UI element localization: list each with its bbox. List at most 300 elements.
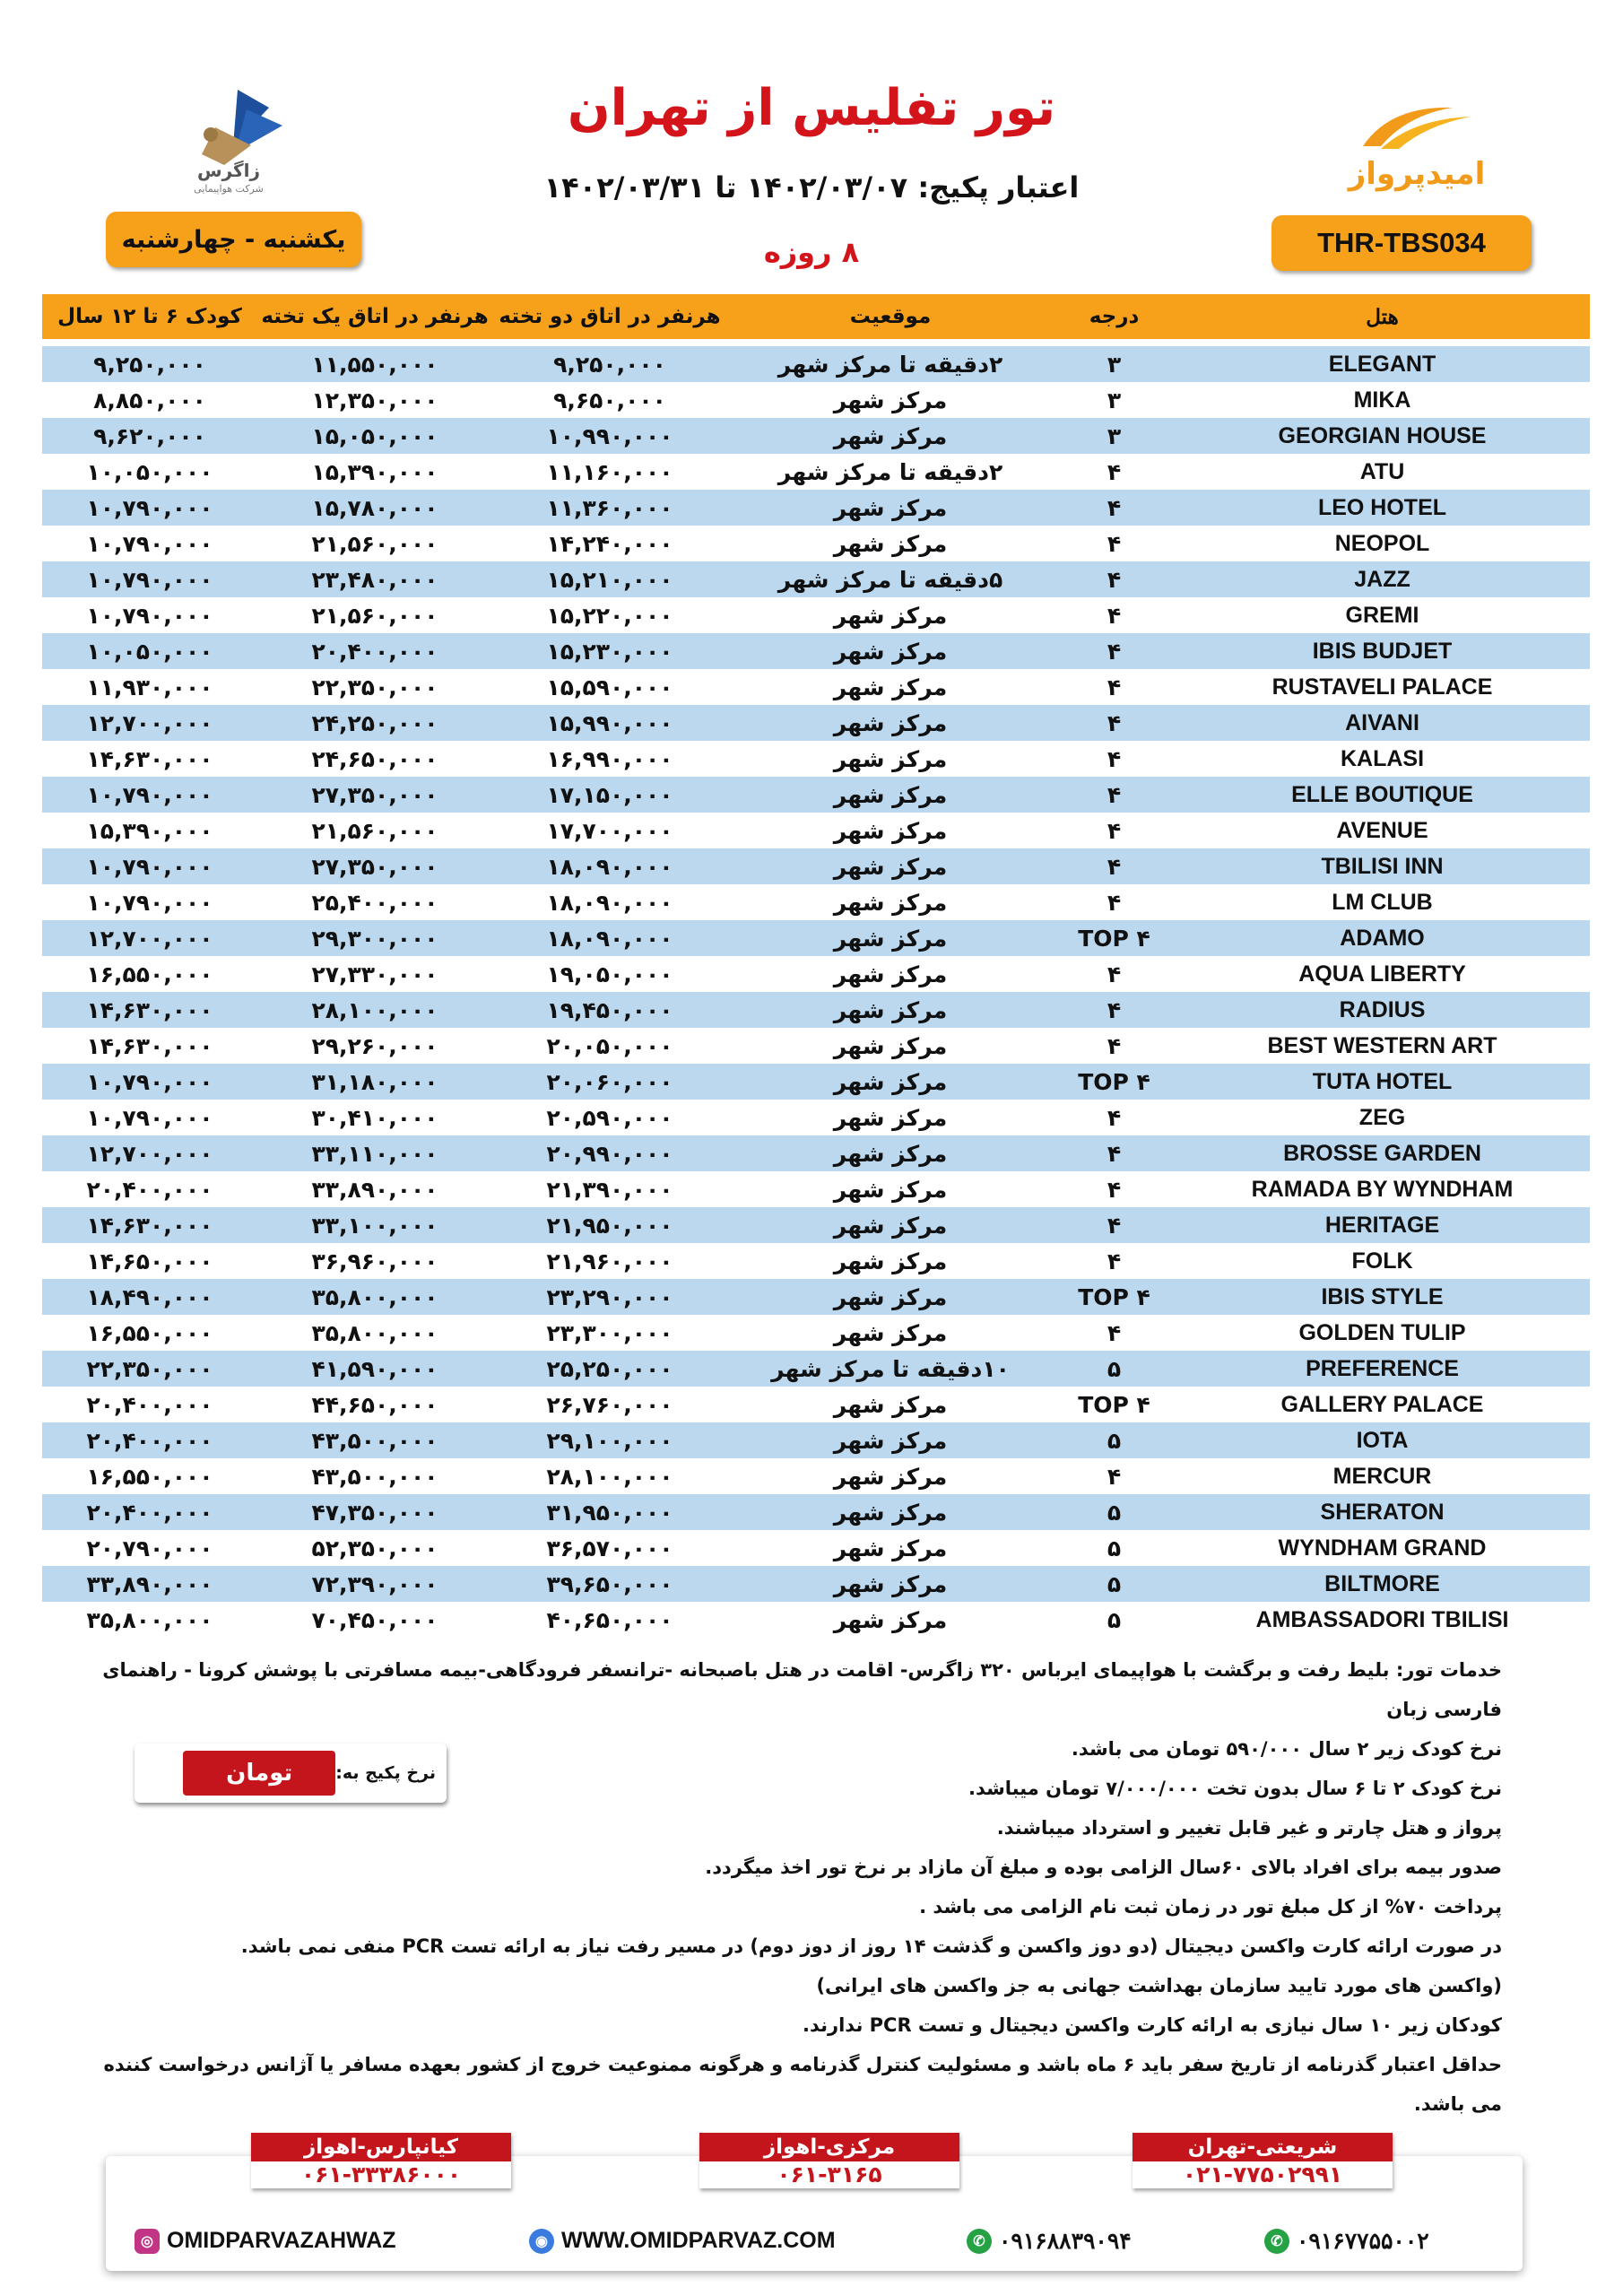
hotel-location: مرکز شهر [833, 387, 948, 413]
note-line: در صورت ارائه کارت واکسن دیجیتال (دو دوز واکسن و گذشت ۱۴ روز از دوز دوم) در مسیر رفت نیاز به ارائه تست PCR منفی نمی باشد. [240, 1935, 1502, 1957]
price-child: ۱۴,۶۳۰,۰۰۰ [86, 996, 213, 1023]
price-single: ۲۱,۵۶۰,۰۰۰ [311, 817, 438, 844]
price-single: ۱۵,۰۵۰,۰۰۰ [311, 422, 438, 449]
price-single: ۲۱,۵۶۰,۰۰۰ [311, 530, 438, 557]
website-url: WWW.OMIDPARVAZ.COM [561, 2228, 836, 2253]
price-single: ۲۱,۵۶۰,۰۰۰ [311, 602, 438, 629]
price-double: ۱۰,۹۹۰,۰۰۰ [546, 422, 673, 449]
price-single: ۳۳,۱۱۰,۰۰۰ [311, 1140, 438, 1167]
whatsapp-icon: ✆ [967, 2229, 992, 2254]
hotel-name: RUSTAVELI PALACE [1271, 674, 1493, 700]
price-child: ۱۰,۷۹۰,۰۰۰ [86, 566, 213, 593]
branch-ahvaz-kianpars-name: کیانپارس-اهواز [304, 2135, 458, 2159]
price-child: ۱۴,۶۳۰,۰۰۰ [86, 1032, 213, 1059]
tour-duration: ۸ روزه [763, 235, 860, 269]
hotel-location: مرکز شهر [833, 1104, 948, 1131]
price-single: ۲۹,۲۶۰,۰۰۰ [311, 1032, 438, 1059]
table-row [42, 633, 1590, 669]
hotel-name: GOLDEN TULIP [1298, 1319, 1466, 1345]
price-single: ۲۷,۳۵۰,۰۰۰ [311, 853, 438, 880]
hotel-grade: ۴ [1107, 638, 1122, 665]
hotel-grade: ۴ [1107, 1319, 1122, 1346]
hotel-location: ۱۰دقیقه تا مرکز شهر [771, 1355, 1010, 1382]
hotel-location: مرکز شهر [833, 1391, 948, 1418]
hotel-name: GALLERY PALACE [1280, 1391, 1484, 1417]
note-line: نرخ کودک ۲ تا ۶ سال بدون تخت ۷/۰۰۰/۰۰۰ تومان میباشد. [968, 1778, 1502, 1799]
hotel-grade: ۴ [1107, 996, 1122, 1023]
price-single: ۲۷,۳۳۰,۰۰۰ [311, 961, 438, 987]
hotel-location: مرکز شهر [833, 1606, 948, 1633]
price-child: ۲۰,۴۰۰,۰۰۰ [86, 1391, 213, 1418]
note-line: پرداخت ۷۰% از کل مبلغ تور در زمان ثبت نام الزامی می باشد . [919, 1896, 1502, 1918]
hotel-location: مرکز شهر [833, 602, 948, 629]
price-table-body [42, 346, 1590, 1638]
price-double: ۹,۲۵۰,۰۰۰ [553, 351, 666, 378]
hotel-grade: ۳ [1107, 351, 1122, 378]
hotel-location: مرکز شهر [833, 1570, 948, 1597]
hotel-name: IBIS BUDJET [1312, 638, 1453, 664]
table-row [42, 1207, 1590, 1243]
hotel-location: مرکز شهر [833, 1140, 948, 1167]
price-double: ۲۹,۱۰۰,۰۰۰ [546, 1427, 673, 1454]
table-row [42, 490, 1590, 526]
price-child: ۲۰,۴۰۰,۰۰۰ [86, 1176, 213, 1203]
header-location: موقعیت [849, 305, 932, 328]
price-double: ۱۸,۰۹۰,۰۰۰ [546, 889, 673, 916]
hotel-name: HERITAGE [1324, 1212, 1440, 1238]
header-double-room: هرنفر در اتاق دو تخته [499, 305, 721, 328]
instagram-handle: OMIDPARVAZAHWAZ [167, 2228, 396, 2253]
hotel-location: مرکز شهر [833, 1427, 948, 1454]
price-child: ۱۰,۷۹۰,۰۰۰ [86, 1104, 213, 1131]
hotel-name: BILTMORE [1324, 1570, 1440, 1596]
table-row [42, 1458, 1590, 1494]
hotel-location: مرکز شهر [833, 745, 948, 772]
price-child: ۱۶,۵۵۰,۰۰۰ [86, 961, 213, 987]
price-double: ۲۸,۱۰۰,۰۰۰ [546, 1463, 673, 1490]
hotel-name: MIKA [1353, 387, 1411, 413]
hotel-name: GEORGIAN HOUSE [1278, 422, 1487, 448]
branch-ahvaz-kianpars [251, 2133, 511, 2188]
price-single: ۳۶,۹۶۰,۰۰۰ [311, 1248, 438, 1274]
table-row [42, 884, 1590, 920]
hotel-grade: ۴ [1107, 1176, 1122, 1203]
note-line: حداقل اعتبار گذرنامه از تاریخ سفر باید ۶ ماه باشد و مسئولیت کنترل گذرنامه و هرگونه ممنوعیت خروج از کشور بعهده مسافر یا آژانس درخواست کننده می باشد. [103, 2054, 1502, 2115]
price-double: ۱۱,۳۶۰,۰۰۰ [546, 494, 673, 521]
price-child: ۱۲,۷۰۰,۰۰۰ [86, 1140, 213, 1167]
hotel-name: RAMADA BY WYNDHAM [1251, 1176, 1514, 1202]
price-child: ۱۴,۶۳۰,۰۰۰ [86, 1212, 213, 1239]
price-child: ۱۰,۷۹۰,۰۰۰ [86, 494, 213, 521]
price-child: ۱۸,۴۹۰,۰۰۰ [86, 1283, 213, 1310]
price-badge-label: نرخ پکیج به: [335, 1763, 436, 1783]
hotel-location: مرکز شهر [833, 925, 948, 952]
hotel-grade: ۵ [1107, 1427, 1122, 1454]
hotel-grade: ۴ [1107, 458, 1122, 485]
price-double: ۲۰,۰۶۰,۰۰۰ [546, 1068, 673, 1095]
table-row [42, 1602, 1590, 1638]
page-title: تور تفلیس از تهران [567, 79, 1056, 137]
hotel-name: ADAMO [1340, 925, 1425, 951]
hotel-location: ۵دقیقه تا مرکز شهر [777, 566, 1003, 593]
table-row [42, 1387, 1590, 1422]
price-single: ۴۳,۵۰۰,۰۰۰ [311, 1463, 438, 1490]
note-line: (واکسن های مورد تایید سازمان بهداشت جهانی به جز واکسن های ایرانی) [816, 1975, 1502, 1996]
price-single: ۴۱,۵۹۰,۰۰۰ [311, 1355, 438, 1382]
price-double: ۱۵,۹۹۰,۰۰۰ [546, 709, 673, 736]
price-double: ۲۵,۲۵۰,۰۰۰ [546, 1355, 673, 1382]
table-row [42, 705, 1590, 741]
hotel-grade: ۵ [1107, 1535, 1122, 1561]
price-child: ۱۱,۹۳۰,۰۰۰ [86, 674, 213, 700]
hotel-location: مرکز شهر [833, 996, 948, 1023]
table-row [42, 1243, 1590, 1279]
price-double: ۲۱,۳۹۰,۰۰۰ [546, 1176, 673, 1203]
price-double: ۱۶,۹۹۰,۰۰۰ [546, 745, 673, 772]
hotel-location: مرکز شهر [833, 1068, 948, 1095]
hotel-grade: ۴ [1107, 817, 1122, 844]
omid-parvaz-logo-text: امیدپرواز [1348, 156, 1486, 192]
table-row [42, 561, 1590, 597]
hotel-location: مرکز شهر [833, 853, 948, 880]
hotel-location: مرکز شهر [833, 1212, 948, 1239]
hotel-location: ۲دقیقه تا مرکز شهر [777, 351, 1003, 378]
table-row [42, 741, 1590, 777]
hotel-grade: ۴ [1107, 709, 1122, 736]
price-double: ۱۹,۴۵۰,۰۰۰ [546, 996, 673, 1023]
price-single: ۲۰,۴۰۰,۰۰۰ [311, 638, 438, 665]
price-double: ۱۵,۲۱۰,۰۰۰ [546, 566, 673, 593]
price-double: ۲۰,۹۹۰,۰۰۰ [546, 1140, 673, 1167]
table-row [42, 1566, 1590, 1602]
price-child: ۲۰,۴۰۰,۰۰۰ [86, 1499, 213, 1526]
header-single-room: هرنفر در اتاق یک تخته [261, 305, 489, 328]
price-double: ۳۱,۹۵۰,۰۰۰ [546, 1499, 673, 1526]
hotel-name: AMBASSADORI TBILISI [1255, 1606, 1509, 1632]
hotel-name: NEOPOL [1334, 530, 1430, 556]
hotel-location: مرکز شهر [833, 638, 948, 665]
hotel-name: IBIS STYLE [1321, 1283, 1444, 1309]
price-child: ۹,۲۵۰,۰۰۰ [93, 351, 206, 378]
hotel-name: LM CLUB [1332, 889, 1433, 915]
price-single: ۲۵,۴۰۰,۰۰۰ [311, 889, 438, 916]
hotel-grade: ۴ TOP [1078, 1283, 1150, 1310]
whatsapp-contact-2[interactable] [967, 2228, 1132, 2255]
hotel-name: TUTA HOTEL [1312, 1068, 1453, 1094]
price-double: ۲۰,۵۹۰,۰۰۰ [546, 1104, 673, 1131]
hotel-name: AVENUE [1336, 817, 1428, 843]
price-double: ۱۸,۰۹۰,۰۰۰ [546, 925, 673, 952]
note-line: خدمات تور: بلیط رفت و برگشت با هواپیمای ایرباس ۳۲۰ زاگرس- اقامت در هتل باصبحانه -ترانسفر فرودگاهی-بیمه مسافرتی با پوشش کرونا - راهنمای فارسی زبان [102, 1659, 1502, 1720]
price-single: ۲۴,۲۵۰,۰۰۰ [311, 709, 438, 736]
table-row [42, 346, 1590, 382]
price-single: ۴۴,۶۵۰,۰۰۰ [311, 1391, 438, 1418]
hotel-location: مرکز شهر [833, 889, 948, 916]
price-single: ۳۳,۸۹۰,۰۰۰ [311, 1176, 438, 1203]
hotel-grade: ۴ [1107, 530, 1122, 557]
price-double: ۳۹,۶۵۰,۰۰۰ [546, 1570, 673, 1597]
hotel-grade: ۵ [1107, 1355, 1122, 1382]
table-row [42, 418, 1590, 454]
price-child: ۱۰,۷۹۰,۰۰۰ [86, 602, 213, 629]
note-line: کودکان زیر ۱۰ سال نیازی به ارائه کارت واکسن دیجیتال و تست PCR ندارند. [803, 2014, 1502, 2036]
price-single: ۲۹,۳۰۰,۰۰۰ [311, 925, 438, 952]
table-row [42, 526, 1590, 561]
hotel-grade: ۴ TOP [1078, 1068, 1150, 1095]
hotel-name: BEST WESTERN ART [1267, 1032, 1497, 1058]
table-row [42, 1530, 1590, 1566]
note-line: صدور بیمه برای افراد بالای ۶۰سال الزامی بوده و مبلغ آن مازاد بر نرخ تور اخذ میگردد. [705, 1857, 1502, 1878]
table-row [42, 920, 1590, 956]
price-single: ۳۵,۸۰۰,۰۰۰ [311, 1283, 438, 1310]
hotel-name: ELEGANT [1328, 351, 1436, 377]
hotel-grade: ۴ [1107, 961, 1122, 987]
price-table-header [42, 294, 1590, 339]
price-single: ۱۵,۳۹۰,۰۰۰ [311, 458, 438, 485]
price-double: ۱۷,۷۰۰,۰۰۰ [546, 817, 673, 844]
website-link[interactable] [529, 2228, 836, 2254]
branch-ahvaz-kianpars-phone: ۰۶۱-۳۳۳۸۶۰۰۰ [251, 2161, 511, 2188]
table-row [42, 454, 1590, 490]
price-child: ۱۴,۶۵۰,۰۰۰ [86, 1248, 213, 1274]
price-double: ۱۵,۵۹۰,۰۰۰ [546, 674, 673, 700]
price-child: ۱۶,۵۵۰,۰۰۰ [86, 1319, 213, 1346]
price-double: ۳۶,۵۷۰,۰۰۰ [546, 1535, 673, 1561]
price-child: ۲۰,۴۰۰,۰۰۰ [86, 1427, 213, 1454]
header-hotel: هتل [1366, 304, 1399, 328]
price-double: ۱۵,۲۳۰,۰۰۰ [546, 638, 673, 665]
hotel-name: PREFERENCE [1306, 1355, 1459, 1381]
table-row [42, 1279, 1590, 1315]
hotel-grade: ۴ [1107, 602, 1122, 629]
hotel-name: ELLE BOUTIQUE [1291, 781, 1473, 807]
zagros-logo-text: زاگرس [196, 160, 261, 181]
hotel-location: مرکز شهر [833, 494, 948, 521]
tour-code-badge: THR-TBS034 [1271, 215, 1532, 271]
departure-days-badge: یکشنبه - چهارشنبه [106, 212, 361, 267]
hotel-grade: ۳ [1107, 422, 1122, 449]
price-single: ۷۲,۳۹۰,۰۰۰ [311, 1570, 438, 1597]
globe-icon: ◉ [529, 2229, 554, 2254]
instagram-icon: ◎ [135, 2229, 160, 2254]
price-single: ۲۳,۴۸۰,۰۰۰ [311, 566, 438, 593]
price-child: ۱۰,۰۵۰,۰۰۰ [86, 458, 213, 485]
table-row [42, 1422, 1590, 1458]
table-row [42, 777, 1590, 813]
price-child: ۲۲,۳۵۰,۰۰۰ [86, 1355, 213, 1382]
price-double: ۲۶,۷۶۰,۰۰۰ [546, 1391, 673, 1418]
table-row [42, 1351, 1590, 1387]
price-double: ۱۸,۰۹۰,۰۰۰ [546, 853, 673, 880]
hotel-grade: ۳ [1107, 387, 1122, 413]
price-child: ۱۰,۷۹۰,۰۰۰ [86, 853, 213, 880]
hotel-grade: ۵ [1107, 1499, 1122, 1526]
price-single: ۳۳,۱۰۰,۰۰۰ [311, 1212, 438, 1239]
price-child: ۱۰,۷۹۰,۰۰۰ [86, 889, 213, 916]
hotel-name: ZEG [1358, 1104, 1406, 1130]
hotel-location: مرکز شهر [833, 674, 948, 700]
hotel-grade: ۴ TOP [1078, 1391, 1150, 1418]
hotel-location: مرکز شهر [833, 530, 948, 557]
table-row [42, 669, 1590, 705]
price-child: ۱۲,۷۰۰,۰۰۰ [86, 709, 213, 736]
hotel-location: مرکز شهر [833, 1319, 948, 1346]
branch-tehran-phone: ۰۲۱-۷۷۵۰۲۹۹۱ [1133, 2161, 1393, 2188]
hotel-location: ۲دقیقه تا مرکز شهر [777, 458, 1003, 485]
hotel-location: مرکز شهر [833, 961, 948, 987]
price-single: ۳۵,۸۰۰,۰۰۰ [311, 1319, 438, 1346]
zagros-logo-subtext: شرکت هواپیمایی [194, 183, 264, 195]
hotel-grade: ۴ [1107, 1140, 1122, 1167]
instagram-link[interactable] [135, 2228, 396, 2254]
price-child: ۱۵,۳۹۰,۰۰۰ [86, 817, 213, 844]
price-double: ۹,۶۵۰,۰۰۰ [553, 387, 666, 413]
price-child: ۹,۶۲۰,۰۰۰ [93, 422, 206, 449]
hotel-location: مرکز شهر [833, 1248, 948, 1274]
table-row [42, 597, 1590, 633]
package-validity: اعتبار پکیج: ۱۴۰۲/۰۳/۰۷ تا ۱۴۰۲/۰۳/۳۱ [543, 170, 1080, 204]
hotel-grade: ۴ [1107, 494, 1122, 521]
price-double: ۲۳,۲۹۰,۰۰۰ [546, 1283, 673, 1310]
hotel-location: مرکز شهر [833, 781, 948, 808]
hotel-name: GREMI [1345, 602, 1419, 628]
table-row [42, 848, 1590, 884]
hotel-name: RADIUS [1339, 996, 1426, 1022]
hotel-location: مرکز شهر [833, 709, 948, 736]
table-row [42, 1315, 1590, 1351]
hotel-name: TBILISI INN [1321, 853, 1444, 879]
price-double: ۱۹,۰۵۰,۰۰۰ [546, 961, 673, 987]
hotel-name: FOLK [1351, 1248, 1413, 1274]
branch-tehran [1133, 2133, 1393, 2188]
table-row [42, 1135, 1590, 1171]
hotel-name: BROSSE GARDEN [1283, 1140, 1481, 1166]
hotel-name: KALASI [1340, 745, 1425, 771]
price-single: ۲۲,۳۵۰,۰۰۰ [311, 674, 438, 700]
price-child: ۱۴,۶۳۰,۰۰۰ [86, 745, 213, 772]
price-child: ۱۰,۷۹۰,۰۰۰ [86, 781, 213, 808]
hotel-name: AIVANI [1345, 709, 1419, 735]
hotel-grade: ۴ [1107, 853, 1122, 880]
hotel-grade: ۴ [1107, 1032, 1122, 1059]
hotel-grade: ۴ [1107, 674, 1122, 700]
header-child: کودک ۶ تا ۱۲ سال [57, 305, 242, 328]
table-row [42, 813, 1590, 848]
price-double: ۲۳,۳۰۰,۰۰۰ [546, 1319, 673, 1346]
hotel-location: مرکز شهر [833, 1176, 948, 1203]
hotel-location: مرکز شهر [833, 1463, 948, 1490]
price-badge-currency: تومان [183, 1751, 335, 1796]
price-child: ۱۰,۰۵۰,۰۰۰ [86, 638, 213, 665]
price-child: ۱۰,۷۹۰,۰۰۰ [86, 1068, 213, 1095]
whatsapp-contact-1[interactable] [1264, 2228, 1429, 2255]
price-double: ۲۱,۹۵۰,۰۰۰ [546, 1212, 673, 1239]
price-child: ۸,۸۵۰,۰۰۰ [93, 387, 206, 413]
whatsapp-number-1: ۰۹۱۶۷۷۵۵۰۰۲ [1297, 2229, 1429, 2254]
hotel-grade: ۴ [1107, 781, 1122, 808]
header-grade: درجه [1089, 305, 1140, 328]
table-row [42, 1494, 1590, 1530]
price-double: ۱۷,۱۵۰,۰۰۰ [546, 781, 673, 808]
price-single: ۱۵,۷۸۰,۰۰۰ [311, 494, 438, 521]
whatsapp-icon: ✆ [1264, 2229, 1289, 2254]
price-double: ۱۵,۲۲۰,۰۰۰ [546, 602, 673, 629]
hotel-name: LEO HOTEL [1317, 494, 1447, 520]
price-double: ۴۰,۶۵۰,۰۰۰ [546, 1606, 673, 1633]
table-row [42, 1171, 1590, 1207]
price-child: ۳۳,۸۹۰,۰۰۰ [86, 1570, 213, 1597]
hotel-location: مرکز شهر [833, 1535, 948, 1561]
table-row [42, 382, 1590, 418]
whatsapp-number-2: ۰۹۱۶۸۸۳۹۰۹۴ [999, 2229, 1132, 2254]
price-single: ۱۲,۳۵۰,۰۰۰ [311, 387, 438, 413]
price-single: ۴۷,۳۵۰,۰۰۰ [311, 1499, 438, 1526]
hotel-grade: ۴ [1107, 1212, 1122, 1239]
table-row [42, 1100, 1590, 1135]
hotel-grade: ۴ [1107, 1248, 1122, 1274]
hotel-name: IOTA [1356, 1427, 1409, 1453]
price-double: ۱۴,۲۴۰,۰۰۰ [546, 530, 673, 557]
note-line: پرواز و هتل چارتر و غیر قابل تغییر و استرداد میباشند. [996, 1817, 1502, 1839]
hotel-grade: ۴ [1107, 566, 1122, 593]
hotel-grade: ۴ [1107, 1463, 1122, 1490]
branch-ahvaz-central-phone: ۰۶۱-۳۱۶۵ [699, 2161, 959, 2188]
hotel-grade: ۵ [1107, 1606, 1122, 1633]
hotel-name: WYNDHAM GRAND [1278, 1535, 1487, 1561]
price-single: ۳۱,۱۸۰,۰۰۰ [311, 1068, 438, 1095]
hotel-name: ATU [1359, 458, 1405, 484]
price-child: ۱۶,۵۵۰,۰۰۰ [86, 1463, 213, 1490]
branch-ahvaz-central [699, 2133, 959, 2188]
hotel-grade: ۴ TOP [1078, 925, 1150, 952]
price-single: ۲۷,۳۵۰,۰۰۰ [311, 781, 438, 808]
table-row [42, 992, 1590, 1028]
hotel-grade: ۴ [1107, 1104, 1122, 1131]
price-child: ۳۵,۸۰۰,۰۰۰ [86, 1606, 213, 1633]
hotel-name: SHERATON [1320, 1499, 1445, 1525]
price-double: ۲۱,۹۶۰,۰۰۰ [546, 1248, 673, 1274]
price-child: ۱۰,۷۹۰,۰۰۰ [86, 530, 213, 557]
hotel-location: مرکز شهر [833, 1499, 948, 1526]
hotel-grade: ۴ [1107, 745, 1122, 772]
price-single: ۳۰,۴۱۰,۰۰۰ [311, 1104, 438, 1131]
price-single: ۴۳,۵۰۰,۰۰۰ [311, 1427, 438, 1454]
hotel-name: MERCUR [1332, 1463, 1432, 1489]
hotel-location: مرکز شهر [833, 1032, 948, 1059]
table-row [42, 956, 1590, 992]
hotel-name: JAZZ [1354, 566, 1410, 592]
branch-ahvaz-central-name: مرکزی-اهواز [763, 2135, 896, 2159]
price-double: ۲۰,۰۵۰,۰۰۰ [546, 1032, 673, 1059]
hotel-name: AQUA LIBERTY [1298, 961, 1466, 987]
price-single: ۷۰,۴۵۰,۰۰۰ [311, 1606, 438, 1633]
price-currency-badge [135, 1744, 447, 1803]
hotel-grade: ۵ [1107, 1570, 1122, 1597]
table-row [42, 1064, 1590, 1100]
branch-tehran-name: شریعتی-تهران [1187, 2135, 1338, 2159]
price-single: ۵۲,۳۵۰,۰۰۰ [311, 1535, 438, 1561]
hotel-location: مرکز شهر [833, 422, 948, 449]
price-single: ۲۴,۶۵۰,۰۰۰ [311, 745, 438, 772]
price-single: ۲۸,۱۰۰,۰۰۰ [311, 996, 438, 1023]
hotel-location: مرکز شهر [833, 1283, 948, 1310]
price-single: ۱۱,۵۵۰,۰۰۰ [311, 351, 438, 378]
note-line: نرخ کودک زیر ۲ سال ۵۹۰/۰۰۰ تومان می باشد. [1071, 1738, 1502, 1760]
hotel-location: مرکز شهر [833, 817, 948, 844]
tour-notes [72, 1650, 1502, 2124]
hotel-grade: ۴ [1107, 889, 1122, 916]
price-child: ۱۲,۷۰۰,۰۰۰ [86, 925, 213, 952]
